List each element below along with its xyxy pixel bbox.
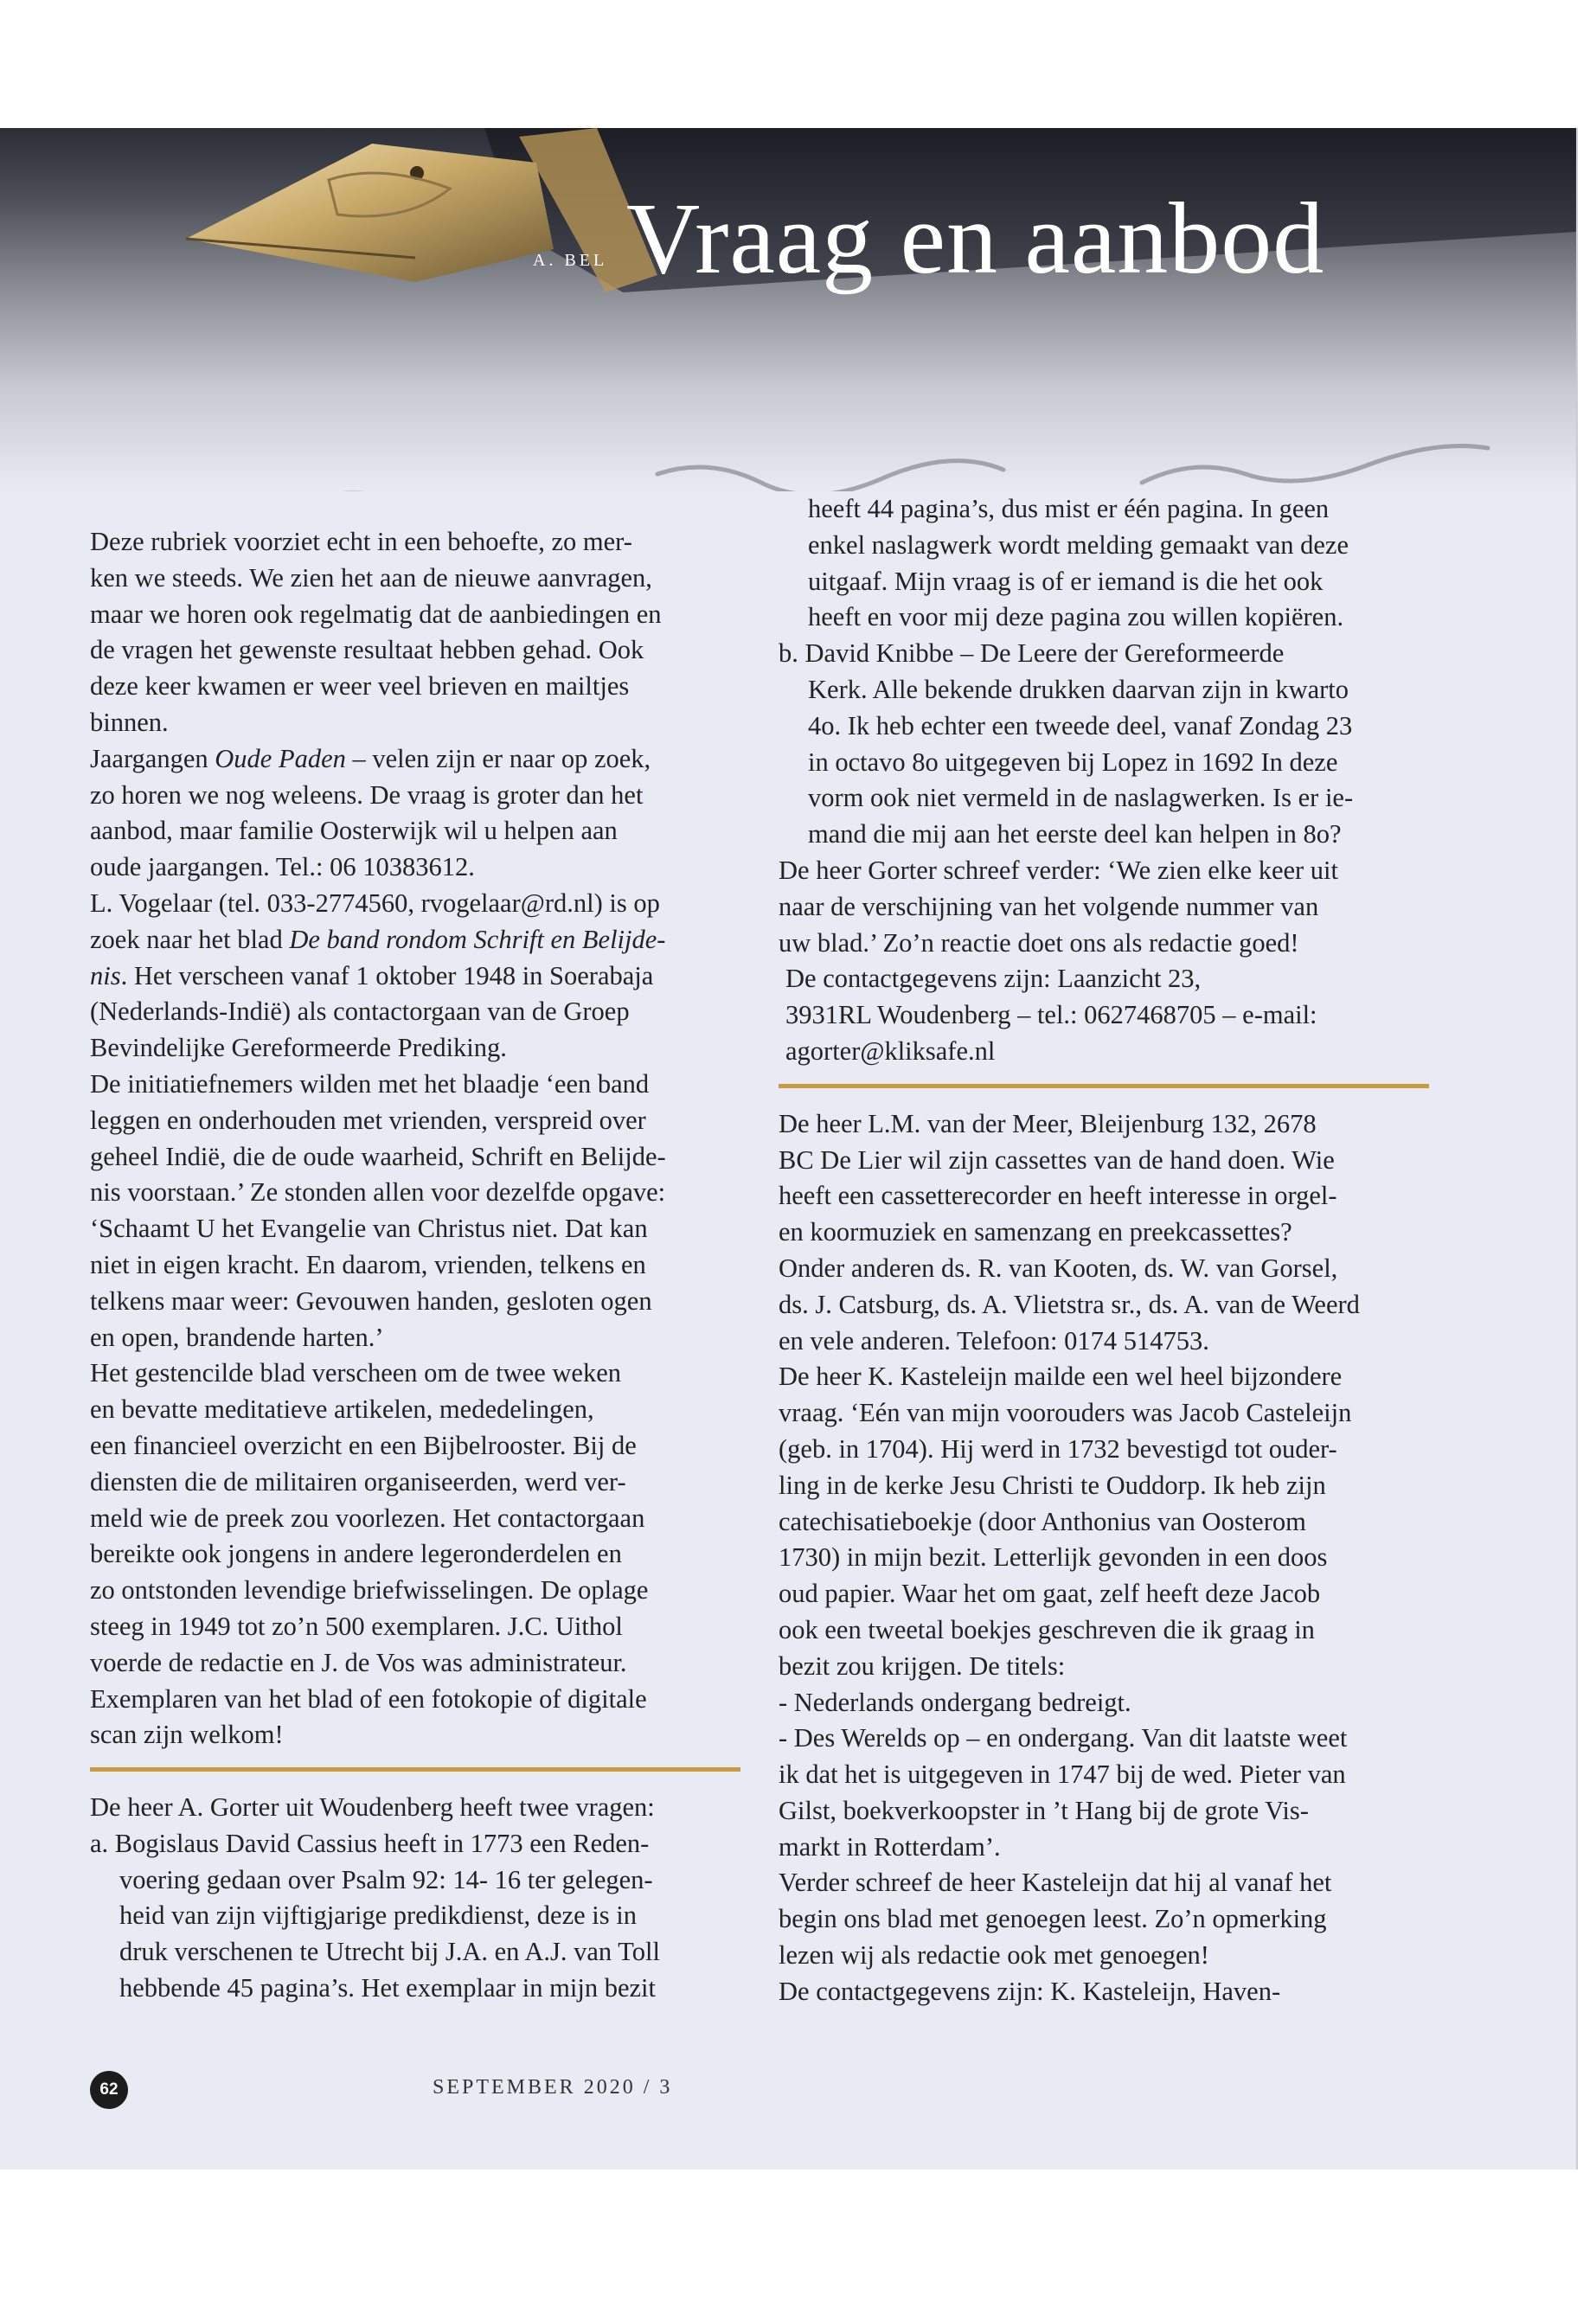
text-line: ‘Schaamt U het Evangelie van Christus niet. Dat kan: [90, 1214, 648, 1244]
text-line: voerde de redactie en J. de Vos was administrateur.: [90, 1647, 627, 1677]
contact-line: De contactgegevens zijn: Laanzicht 23,: [785, 964, 1202, 994]
text-line: meld wie de preek zou voorlezen. Het contactorgaan: [90, 1503, 645, 1533]
text-line: druk verschenen te Utrecht bij J.A. en A.J. van Toll: [119, 1937, 660, 1967]
handwriting-background: [17, 446, 1488, 492]
text-line: vraag. ‘Eén van mijn voorouders was Jacob Casteleijn: [779, 1398, 1352, 1428]
header-banner: [0, 128, 1576, 491]
text-line: begin ons blad met genoegen leest. Zo’n opmerking: [779, 1904, 1327, 1934]
list-item-title: - Des Werelds op – en ondergang. Van dit laatste weet: [779, 1723, 1348, 1753]
italic-title-oude-paden: Oude Paden: [215, 743, 346, 773]
text-line: Gilst, boekverkoopster in ’t Hang bij de grote Vis-: [779, 1795, 1309, 1825]
text-line: de vragen het gewenste resultaat hebben gehad. Ook: [90, 635, 644, 665]
list-item-a: a. Bogislaus David Cassius heeft in 1773 een Reden-: [90, 1828, 650, 1858]
text-line: heid van zijn vijftigjarige predikdienst, deze is in: [119, 1900, 637, 1931]
text-line: geheel Indië, die de oude waarheid, Schrift en Belijde-: [90, 1141, 666, 1171]
text-line: Het gestencilde blad verscheen om de twee weken: [90, 1358, 621, 1388]
text-line: ook een tweetal boekjes geschreven die ik graag in: [779, 1614, 1315, 1644]
text-line: catechisatieboekje (door Anthonius van Oosterom: [779, 1506, 1306, 1536]
author: A. BEL: [533, 251, 608, 270]
text-line: en vele anderen. Telefoon: 0174 514753.: [779, 1325, 1209, 1356]
right-column: [779, 491, 1436, 2010]
text-line: lezen wij als redactie ook met genoegen!: [779, 1940, 1209, 1971]
text-line: De heer A. Gorter uit Woudenberg heeft twee vragen:: [90, 1792, 655, 1823]
text-line: mand die mij aan het eerste deel kan helpen in 8o?: [808, 819, 1342, 849]
text-line: in octavo 8o uitgegeven bij Lopez in 1692 In deze: [808, 747, 1338, 777]
text-line: voering gedaan over Psalm 92: 14- 16 ter gelegen-: [119, 1864, 653, 1894]
text-line: Verder schreef de heer Kasteleijn dat hij al vanaf het: [779, 1868, 1332, 1898]
text-line: een financieel overzicht en een Bijbelrooster. Bij de: [90, 1430, 637, 1460]
text-line: hebbende 45 pagina’s. Het exemplaar in mijn bezit: [119, 1973, 656, 2003]
text-line: Jaargangen Oude Paden – velen zijn er naar op zoek,: [90, 743, 651, 773]
text-line: scan zijn welkom!: [90, 1720, 284, 1750]
text-line: telkens maar weer: Gevouwen handen, gesloten ogen: [90, 1285, 652, 1316]
page-edge: [1576, 128, 1578, 2170]
text-line: ds. J. Catsburg, ds. A. Vlietstra sr., ds. A. van de Weerd: [779, 1289, 1360, 1319]
contact-line: 3931RL Woudenberg – tel.: 0627468705 – e-mail:: [785, 1000, 1317, 1030]
text-line: (Nederlands-Indië) als contactorgaan van de Groep: [90, 997, 630, 1027]
text-line: en open, brandende harten.’: [90, 1322, 384, 1352]
contact-email: agorter@kliksafe.nl: [785, 1035, 996, 1066]
text-line: Bevindelijke Gereformeerde Prediking.: [90, 1033, 507, 1063]
text-line: naar de verschijning van het volgende nummer van: [779, 891, 1319, 921]
section-divider: [779, 1084, 1429, 1088]
text-line: L. Vogelaar (tel. 033-2774560, rvogelaar@rd.nl) is op: [90, 888, 660, 918]
text-line: zo ontstonden levendige briefwisselingen. De oplage: [90, 1575, 649, 1606]
list-item-title: - Nederlands ondergang bedreigt.: [779, 1687, 1131, 1717]
text-line: maar we horen ook regelmatig dat de aanbiedingen en: [90, 599, 662, 629]
text-line: aanbod, maar familie Oosterwijk wil u helpen aan: [90, 816, 618, 846]
text-line: nis voorstaan.’ Ze stonden allen voor dezelfde opgave:: [90, 1177, 666, 1208]
text-line: zo horen we nog weleens. De vraag is groter dan het: [90, 779, 644, 810]
text-line: niet in eigen kracht. En daarom, vrienden, telkens en: [90, 1249, 646, 1279]
text-line: ling in de kerke Jesu Christi te Ouddorp. Ik heb zijn: [779, 1470, 1326, 1500]
text-line: uitgaaf. Mijn vraag is of er iemand is die het ook: [808, 566, 1324, 596]
text-line: bereikte ook jongens in andere legeronderdelen en: [90, 1539, 622, 1569]
text-line: deze keer kwamen er weer veel brieven en mailtjes: [90, 671, 630, 702]
text-line: ken we steeds. We zien het aan de nieuwe aanvragen,: [90, 562, 652, 593]
issue-footer: SEPTEMBER 2020 / 3: [433, 2076, 673, 2099]
text-line: oud papier. Waar het om gaat, zelf heeft deze Jacob: [779, 1579, 1321, 1609]
text-line: De heer Gorter schreef verder: ‘We zien elke keer uit: [779, 855, 1338, 885]
page-number-badge: 62: [90, 2071, 128, 2109]
text-line: BC De Lier wil zijn cassettes van de hand doen. Wie: [779, 1144, 1335, 1175]
text-line: diensten die de militairen organiseerden, werd ver-: [90, 1466, 626, 1497]
text-line: Kerk. Alle bekende drukken daarvan zijn in kwarto: [808, 674, 1349, 704]
text-line: De heer L.M. van der Meer, Bleijenburg 132, 2678: [779, 1108, 1317, 1138]
text-line: heeft 44 pagina’s, dus mist er één pagina. In geen: [808, 494, 1330, 523]
text-line: vorm ook niet vermeld in de naslagwerken. Is er ie-: [808, 783, 1354, 813]
text-line: en koormuziek en samenzang en preekcassettes?: [779, 1217, 1292, 1247]
text-line: De contactgegevens zijn: K. Kasteleijn, Haven-: [779, 1976, 1281, 2006]
italic-title-band: De band rondom Schrift en Belijde-: [289, 924, 666, 954]
text-line: Deze rubriek voorziet echt in een behoefte, zo mer-: [90, 527, 632, 556]
text-line: heeft en voor mij deze pagina zou willen kopiëren.: [808, 602, 1344, 632]
list-item-b: b. David Knibbe – De Leere der Gereformeerde: [779, 638, 1285, 669]
text-line: heeft een cassetterecorder en heeft interesse in orgel-: [779, 1181, 1337, 1211]
text-line: ik dat het is uitgegeven in 1747 bij de wed. Pieter van: [779, 1759, 1346, 1790]
text-line: 4o. Ik heb echter een tweede deel, vanaf Zondag 23: [808, 710, 1353, 740]
text-line: bezit zou krijgen. De titels:: [779, 1650, 1066, 1681]
text-line: en bevatte meditatieve artikelen, mededelingen,: [90, 1394, 594, 1425]
text-line: De heer K. Kasteleijn mailde een wel heel bijzondere: [779, 1362, 1343, 1392]
page-title: Vraag en aanbod: [626, 182, 1325, 295]
text-line: zoek naar het blad De band rondom Schrift en Belijde-: [90, 924, 666, 954]
text-line: enkel naslagwerk wordt melding gemaakt van deze: [808, 529, 1349, 560]
text-line: (geb. in 1704). Hij werd in 1732 bevestigd tot ouder-: [779, 1433, 1337, 1464]
text-line: nis. Het verscheen vanaf 1 oktober 1948 in Soerabaja: [90, 960, 654, 990]
left-column: [90, 524, 747, 2007]
section-divider: [90, 1767, 740, 1772]
text-line: leggen en onderhouden met vrienden, verspreid over: [90, 1105, 646, 1135]
text-line: oude jaargangen. Tel.: 06 10383612.: [90, 852, 475, 882]
text-line: markt in Rotterdam’.: [779, 1831, 1001, 1862]
text-line: binnen.: [90, 707, 169, 737]
text-line: 1730) in mijn bezit. Letterlijk gevonden in een doos: [779, 1542, 1328, 1573]
text-line: De initiatiefnemers wilden met het blaadje ‘een band: [90, 1068, 650, 1099]
text-line: Exemplaren van het blad of een fotokopie of digitale: [90, 1683, 647, 1714]
text-line: steeg in 1949 tot zo’n 500 exemplaren. J.C. Uithol: [90, 1611, 623, 1641]
text-line: Onder anderen ds. R. van Kooten, ds. W. van Gorsel,: [779, 1253, 1338, 1283]
text-line: uw blad.’ Zo’n reactie doet ons als redactie goed!: [779, 927, 1299, 958]
